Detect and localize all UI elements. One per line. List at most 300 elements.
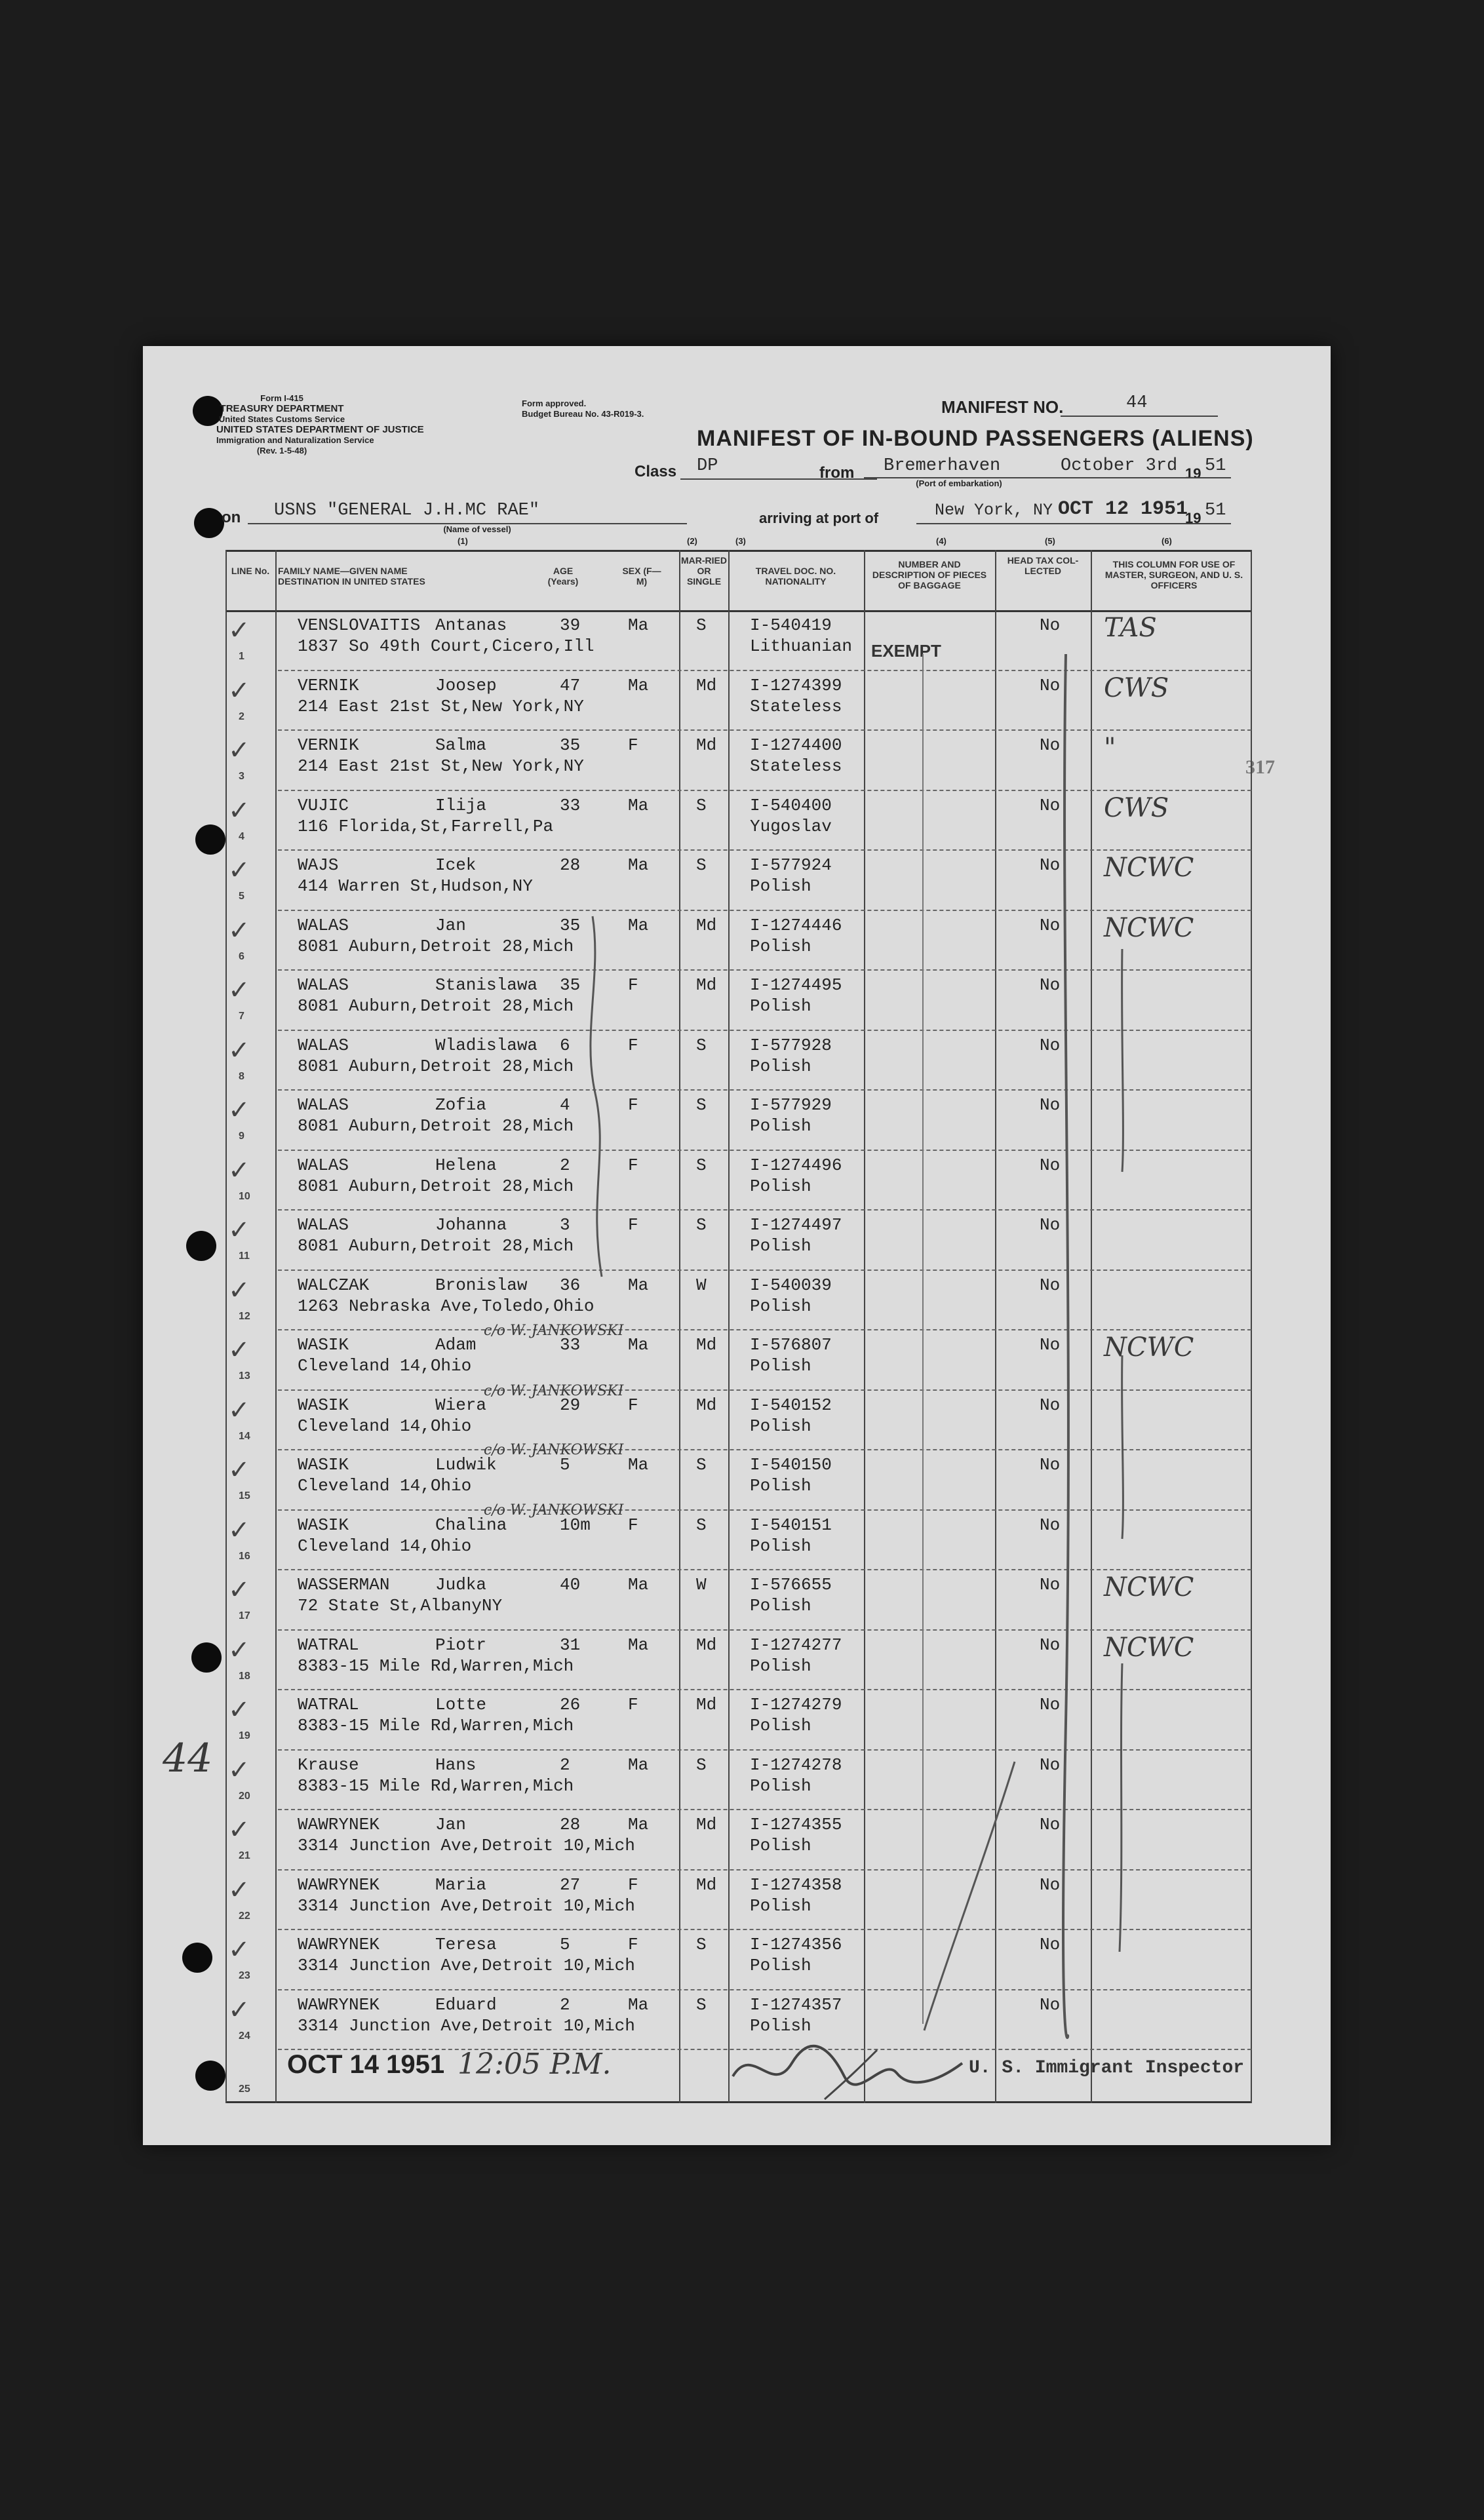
family-name: WAWRYNEK [298, 1874, 380, 1895]
given-name: Ludwik [435, 1455, 497, 1475]
line-number: 2 [239, 710, 244, 722]
sex: Ma [628, 795, 649, 815]
age: 5 [560, 1935, 570, 1954]
family-name: Krause [298, 1754, 359, 1775]
destination-address: 214 East 21st St,New York,NY [298, 696, 584, 716]
nationality: Polish [750, 2015, 811, 2036]
family-name: WALCZAK [298, 1275, 370, 1295]
col-num-4: (4) [936, 536, 947, 546]
arrival-year: 51 [1205, 501, 1226, 520]
passenger-row [225, 790, 1251, 850]
family-name: WALAS [298, 915, 349, 935]
sex: Ma [628, 1335, 649, 1355]
passenger-row [225, 610, 1251, 670]
family-name: WAWRYNEK [298, 1815, 380, 1834]
age: 4 [560, 1095, 570, 1115]
line-number: 8 [239, 1070, 244, 1082]
sex: F [628, 1155, 638, 1175]
care-of-note: c/o W. JANKOWSKI [484, 1442, 624, 1458]
sex: Ma [628, 1575, 649, 1595]
line-number: 22 [239, 1910, 250, 1922]
check-mark: ✓ [228, 1815, 250, 1845]
destination-address: 8081 Auburn,Detroit 28,Mich [298, 1056, 574, 1076]
justice-dept: UNITED STATES DEPARTMENT OF JUSTICE [216, 424, 424, 435]
check-mark: ✓ [228, 1874, 250, 1905]
punch-hole [186, 1231, 216, 1261]
nationality: Polish [750, 1716, 811, 1735]
punch-hole [194, 508, 224, 538]
marital-status: S [696, 1455, 707, 1475]
col-num-2: (2) [687, 536, 697, 546]
destination-address: 3314 Junction Ave,Detroit 10,Mich [298, 1956, 635, 1975]
travel-doc-no: I-540152 [750, 1395, 832, 1415]
marital-status: Md [696, 1874, 717, 1895]
marital-status: Md [696, 975, 717, 995]
destination-address: 8383-15 Mile Rd,Warren,Mich [298, 1775, 574, 1796]
given-name: Piotr [435, 1635, 487, 1655]
sex: F [628, 1095, 638, 1115]
travel-doc-no: I-576655 [750, 1575, 832, 1595]
age: 27 [560, 1874, 581, 1895]
travel-doc-no: I-577924 [750, 855, 832, 875]
marital-status: W [696, 1275, 707, 1295]
header-travel-doc: TRAVEL DOC. NO. NATIONALITY [755, 566, 836, 587]
sex: F [628, 735, 638, 755]
check-mark: ✓ [228, 1275, 250, 1306]
line-number: 17 [239, 1610, 250, 1621]
head-tax: No [1040, 1695, 1061, 1715]
check-mark: ✓ [228, 1095, 250, 1125]
header-married: MAR-RIED OR SINGLE [681, 555, 727, 587]
marital-status: S [696, 1095, 707, 1115]
marital-status: S [696, 1035, 707, 1055]
passenger-row [225, 1150, 1251, 1210]
check-mark: ✓ [228, 1575, 250, 1605]
sex: F [628, 1215, 638, 1235]
nationality: Polish [750, 1775, 811, 1796]
nationality: Yugoslav [750, 816, 832, 836]
line-number: 16 [239, 1550, 250, 1562]
manifest-no-value: 44 [1126, 393, 1148, 413]
family-name: WAJS [298, 855, 339, 875]
vessel-label: (Name of vessel) [443, 524, 511, 534]
destination-address: 3314 Junction Ave,Detroit 10,Mich [298, 1895, 635, 1916]
passenger-row [225, 670, 1251, 730]
marital-status: S [696, 1754, 707, 1775]
passenger-row [225, 1030, 1251, 1090]
passenger-row [225, 1750, 1251, 1810]
sex: F [628, 1395, 638, 1415]
from-port: Bremerhaven [884, 456, 1001, 476]
family-name: WASIK [298, 1515, 349, 1535]
age: 29 [560, 1395, 581, 1415]
head-tax: No [1040, 915, 1061, 935]
destination-address: 414 Warren St,Hudson,NY [298, 876, 533, 896]
officer-note: CWS [1104, 672, 1169, 703]
given-name: Wladislawa [435, 1035, 538, 1055]
port-embark-label: (Port of embarkation) [916, 478, 1002, 488]
marital-status: Md [696, 1695, 717, 1715]
family-name: VENSLOVAITIS [298, 615, 421, 635]
age: 33 [560, 795, 581, 815]
head-tax: No [1040, 795, 1061, 815]
family-name: VERNIK [298, 675, 359, 695]
travel-doc-no: I-540151 [750, 1515, 832, 1535]
header-officers: THIS COLUMN FOR USE OF MASTER, SURGEON, AND U. S. OFFICERS [1104, 559, 1243, 591]
given-name: Jan [435, 1815, 466, 1834]
given-name: Joosep [435, 675, 497, 695]
passenger-row [225, 1090, 1251, 1150]
officer-note: CWS [1104, 792, 1169, 823]
head-tax: No [1040, 1815, 1061, 1834]
vessel-name: USNS "GENERAL J.H.MC RAE" [274, 501, 540, 520]
line-number: 20 [239, 1790, 250, 1802]
marital-status: Md [696, 1635, 717, 1655]
travel-doc-no: I-540419 [750, 615, 832, 635]
officer-note: TAS [1104, 613, 1157, 643]
given-name: Eduard [435, 1994, 497, 2015]
age: 31 [560, 1635, 581, 1655]
head-tax: No [1040, 1395, 1061, 1415]
age: 40 [560, 1575, 581, 1595]
treasury-dept: TREASURY DEPARTMENT [220, 403, 344, 414]
nationality: Polish [750, 1476, 811, 1496]
line-number: 1 [239, 651, 244, 662]
head-tax: No [1040, 1575, 1061, 1595]
passenger-row [225, 1630, 1251, 1690]
marital-status: Md [696, 675, 717, 695]
line-number: 21 [239, 1850, 250, 1861]
sex: Ma [628, 1815, 649, 1834]
age: 2 [560, 1155, 570, 1175]
destination-address: Cleveland 14,Ohio [298, 1536, 472, 1556]
sex: Ma [628, 615, 649, 635]
check-mark: ✓ [228, 1515, 250, 1545]
line-number: 11 [239, 1250, 250, 1262]
passenger-row [225, 1690, 1251, 1749]
passenger-row [225, 1330, 1251, 1389]
check-mark: ✓ [228, 1994, 250, 2025]
header-line-no: LINE No. [231, 566, 270, 576]
travel-doc-no: I-1274399 [750, 675, 842, 695]
arrival-date-stamp: OCT 12 1951 [1058, 498, 1188, 520]
arriving-label: arriving at port of [759, 510, 879, 526]
line-number: 15 [239, 1490, 250, 1502]
customs-service: United States Customs Service [218, 414, 345, 424]
check-mark: ✓ [228, 1754, 250, 1785]
destination-address: Cleveland 14,Ohio [298, 1356, 472, 1376]
given-name: Wiera [435, 1395, 487, 1415]
destination-address: 3314 Junction Ave,Detroit 10,Mich [298, 2015, 635, 2036]
passenger-row [225, 1210, 1251, 1270]
destination-address: Cleveland 14,Ohio [298, 1416, 472, 1436]
header-head-tax: HEAD TAX COL-LECTED [1007, 555, 1079, 576]
class-value: DP [697, 456, 718, 476]
passenger-row [225, 970, 1251, 1030]
travel-doc-no: I-1274495 [750, 975, 842, 995]
age: 35 [560, 915, 581, 935]
sex: F [628, 1035, 638, 1055]
head-tax: No [1040, 1035, 1061, 1055]
given-name: Helena [435, 1155, 497, 1175]
destination-address: 214 East 21st St,New York,NY [298, 756, 584, 776]
check-mark: ✓ [228, 1635, 250, 1665]
check-mark: ✓ [228, 615, 250, 646]
check-mark: ✓ [228, 1455, 250, 1485]
nationality: Lithuanian [750, 636, 853, 656]
nationality: Polish [750, 1296, 811, 1316]
col-num-5: (5) [1045, 536, 1055, 546]
check-mark: ✓ [228, 1395, 250, 1425]
punch-hole [195, 2061, 225, 2091]
marital-status: S [696, 615, 707, 635]
passenger-row [225, 1810, 1251, 1869]
sex: Ma [628, 1754, 649, 1775]
given-name: Antanas [435, 615, 507, 635]
exempt-stamp: EXEMPT [871, 641, 941, 661]
travel-doc-no: I-540150 [750, 1455, 832, 1475]
officer-note: NCWC [1104, 1632, 1194, 1663]
head-tax: No [1040, 1515, 1061, 1535]
destination-address: 8081 Auburn,Detroit 28,Mich [298, 1176, 574, 1196]
table-top-border [225, 550, 1251, 552]
nationality: Polish [750, 1356, 811, 1376]
passenger-row [225, 1929, 1251, 1989]
head-tax: No [1040, 615, 1061, 635]
travel-doc-no: I-1274497 [750, 1215, 842, 1235]
manifest-no-line [1061, 416, 1218, 417]
check-mark: ✓ [228, 795, 250, 826]
age: 2 [560, 1994, 570, 2015]
sex: Ma [628, 675, 649, 695]
line-number: 3 [239, 771, 244, 782]
nationality: Polish [750, 1236, 811, 1256]
footer-inspector: U. S. Immigrant Inspector [969, 2058, 1245, 2078]
destination-address: 3314 Junction Ave,Detroit 10,Mich [298, 1836, 635, 1855]
manifest-title: MANIFEST OF IN-BOUND PASSENGERS (ALIENS) [697, 426, 1254, 451]
given-name: Ilija [435, 795, 487, 815]
check-mark: ✓ [228, 1935, 250, 1965]
nationality: Polish [750, 876, 811, 896]
given-name: Hans [435, 1754, 477, 1775]
head-tax: No [1040, 1335, 1061, 1355]
nationality: Polish [750, 1836, 811, 1855]
given-name: Johanna [435, 1215, 507, 1235]
passenger-row [225, 1870, 1251, 1929]
sex: F [628, 975, 638, 995]
officer-note: NCWC [1104, 853, 1194, 883]
check-mark: ✓ [228, 735, 250, 766]
travel-doc-no: I-540039 [750, 1275, 832, 1295]
travel-doc-no: I-540400 [750, 795, 832, 815]
officer-note: NCWC [1104, 1332, 1194, 1363]
family-name: WAWRYNEK [298, 1935, 380, 1954]
check-mark: ✓ [228, 675, 250, 706]
sex: Ma [628, 915, 649, 935]
age: 26 [560, 1695, 581, 1715]
line-number: 4 [239, 830, 244, 842]
family-name: WASSERMAN [298, 1575, 390, 1595]
marital-status: S [696, 1994, 707, 2015]
line-number: 23 [239, 1970, 250, 1981]
sex: F [628, 1874, 638, 1895]
travel-doc-no: I-1274279 [750, 1695, 842, 1715]
head-tax: No [1040, 1935, 1061, 1954]
arriving-port: New York, NY [935, 501, 1053, 520]
side-number: 317 [1245, 756, 1275, 778]
form-revision: (Rev. 1-5-48) [256, 446, 307, 456]
col-num-6: (6) [1162, 536, 1172, 546]
arriving-line [916, 523, 1231, 524]
head-tax: No [1040, 1455, 1061, 1475]
manifest-sheet [143, 346, 1331, 2145]
line-number: 18 [239, 1670, 250, 1682]
head-tax: No [1040, 1095, 1061, 1115]
sex: Ma [628, 855, 649, 875]
destination-address: 8081 Auburn,Detroit 28,Mich [298, 1236, 574, 1256]
officer-note: " [1104, 733, 1116, 763]
marital-status: S [696, 1515, 707, 1535]
travel-doc-no: I-1274355 [750, 1815, 842, 1834]
travel-doc-no: I-1274356 [750, 1935, 842, 1954]
family-name: WALAS [298, 1035, 349, 1055]
family-name: WALAS [298, 975, 349, 995]
head-tax: No [1040, 1874, 1061, 1895]
header-name: FAMILY NAME—GIVEN NAME DESTINATION IN UNITED STATES [278, 566, 425, 587]
passenger-row [225, 1570, 1251, 1629]
passenger-row [225, 850, 1251, 910]
punch-hole [195, 824, 225, 855]
travel-doc-no: I-1274278 [750, 1754, 842, 1775]
care-of-note: c/o W. JANKOWSKI [484, 1383, 624, 1399]
age: 35 [560, 735, 581, 755]
destination-address: 8081 Auburn,Detroit 28,Mich [298, 936, 574, 956]
sex: F [628, 1695, 638, 1715]
destination-address: 116 Florida,St,Farrell,Pa [298, 816, 554, 836]
marital-status: S [696, 795, 707, 815]
on-label: on [222, 509, 241, 526]
header-age: AGE (Years) [547, 566, 579, 587]
check-mark: ✓ [228, 1155, 250, 1186]
line-number: 24 [239, 2030, 250, 2042]
check-mark: ✓ [228, 1335, 250, 1365]
nationality: Polish [750, 1536, 811, 1556]
nationality: Polish [750, 936, 811, 956]
passenger-row [225, 1450, 1251, 1509]
travel-doc-no: I-1274358 [750, 1874, 842, 1895]
marital-status: S [696, 1155, 707, 1175]
passenger-row [225, 1390, 1251, 1450]
family-name: WASIK [298, 1335, 349, 1355]
given-name: Adam [435, 1335, 477, 1355]
head-tax: No [1040, 855, 1061, 875]
travel-doc-no: I-1274357 [750, 1994, 842, 2015]
marital-status: S [696, 1215, 707, 1235]
sex: Ma [628, 1275, 649, 1295]
nationality: Polish [750, 1116, 811, 1136]
nationality: Stateless [750, 756, 842, 776]
footer-date-stamp: OCT 14 1951 [287, 2050, 445, 2079]
officer-note: NCWC [1104, 912, 1194, 943]
age: 33 [560, 1335, 581, 1355]
punch-hole [182, 1943, 212, 1973]
budget-bureau: Budget Bureau No. 43-R019-3. [522, 409, 644, 419]
travel-doc-no: I-1274277 [750, 1635, 842, 1655]
destination-address: 72 State St,AlbanyNY [298, 1596, 503, 1616]
line-number: 12 [239, 1310, 250, 1322]
nationality: Polish [750, 1596, 811, 1616]
age: 28 [560, 855, 581, 875]
marital-status: Md [696, 735, 717, 755]
from-year-prefix: 19 [1185, 465, 1201, 482]
family-name: WASIK [298, 1395, 349, 1415]
given-name: Teresa [435, 1935, 497, 1954]
marital-status: W [696, 1575, 707, 1595]
age: 10m [560, 1515, 591, 1535]
care-of-note: c/o W. JANKOWSKI [484, 1502, 624, 1519]
col-num-1: (1) [458, 536, 468, 546]
manifest-no-label: MANIFEST NO. [941, 397, 1064, 417]
age: 3 [560, 1215, 570, 1235]
given-name: Salma [435, 735, 487, 755]
head-tax: No [1040, 1994, 1061, 2015]
check-mark: ✓ [228, 1035, 250, 1066]
arrival-year-prefix: 19 [1185, 510, 1201, 526]
line-number: 6 [239, 950, 244, 962]
from-line [864, 477, 1231, 478]
nationality: Stateless [750, 696, 842, 716]
line-number: 19 [239, 1730, 250, 1741]
passenger-row [225, 910, 1251, 970]
given-name: Chalina [435, 1515, 507, 1535]
margin-mark: 44 [163, 1735, 213, 1781]
given-name: Bronislaw [435, 1275, 528, 1295]
marital-status: S [696, 855, 707, 875]
destination-address: 1263 Nebraska Ave,Toledo,Ohio [298, 1296, 595, 1316]
passenger-row [225, 1270, 1251, 1330]
destination-address: 8081 Auburn,Detroit 28,Mich [298, 996, 574, 1016]
family-name: WALAS [298, 1215, 349, 1235]
given-name: Jan [435, 915, 466, 935]
sex: F [628, 1515, 638, 1535]
line-number: 10 [239, 1190, 250, 1202]
line-number: 14 [239, 1430, 250, 1442]
destination-address: 1837 So 49th Court,Cicero,Ill [298, 636, 595, 656]
marital-status: Md [696, 1335, 717, 1355]
form-number: Form I-415 [260, 393, 303, 403]
head-tax: No [1040, 1155, 1061, 1175]
from-label: from [819, 464, 855, 482]
sex: Ma [628, 1455, 649, 1475]
age: 2 [560, 1754, 570, 1775]
age: 36 [560, 1275, 581, 1295]
destination-address: 8383-15 Mile Rd,Warren,Mich [298, 1716, 574, 1735]
family-name: WATRAL [298, 1695, 359, 1715]
given-name: Zofia [435, 1095, 487, 1115]
family-name: WATRAL [298, 1635, 359, 1655]
marital-status: Md [696, 1395, 717, 1415]
head-tax: No [1040, 975, 1061, 995]
nationality: Polish [750, 996, 811, 1016]
age: 39 [560, 615, 581, 635]
nationality: Polish [750, 1956, 811, 1975]
head-tax: No [1040, 1635, 1061, 1655]
age: 28 [560, 1815, 581, 1834]
line-number: 7 [239, 1011, 244, 1022]
head-tax: No [1040, 1275, 1061, 1295]
check-mark: ✓ [228, 975, 250, 1005]
col-num-3: (3) [735, 536, 746, 546]
